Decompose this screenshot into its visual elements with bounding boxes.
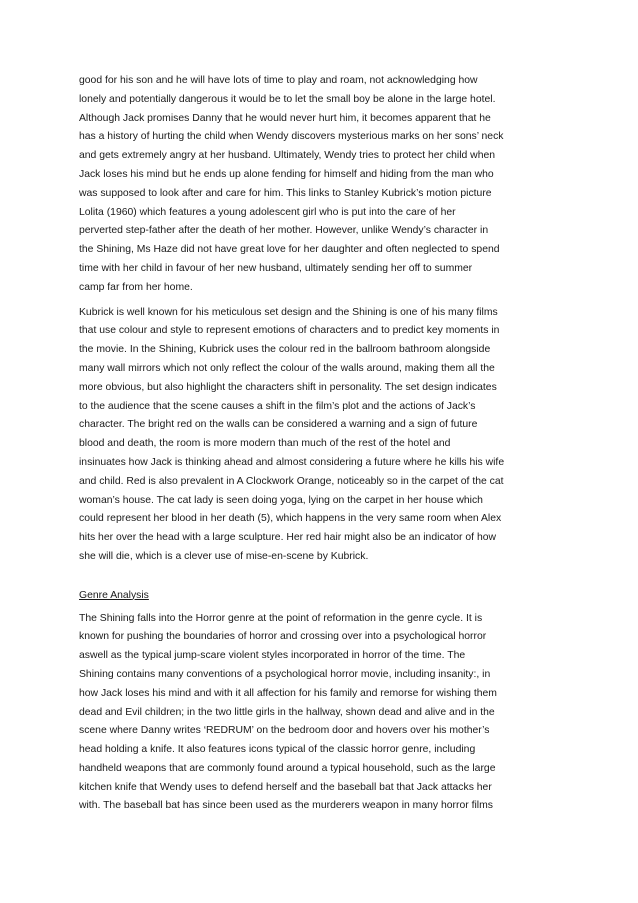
text-line: the movie. In the Shining, Kubrick uses the colour red in the ballroom bathroom alongside [79,344,491,356]
text-line: more obvious, but also highlight the characters shift in personality. The set design indicates [79,381,497,393]
text-line: aswell as the typical jump-scare violent styles incorporated in horror of the time. The [79,650,466,662]
text-line: Kubrick is well known for his meticulous set design and the Shining is one of his many films [79,306,498,318]
text-line: that use colour and style to represent emotions of characters and to predict key moments in [79,325,500,337]
text-line: head holding a knife. It also features icons typical of the classic horror genre, including [79,744,476,756]
text-line: Although Jack promises Danny that he would never hurt him, it becomes apparent that he [79,112,491,124]
text-line: good for his son and he will have lots of time to play and roam, not acknowledging how [79,75,478,86]
paragraph-3 [79,610,565,817]
text-line: blood and death, the room is more modern than much of the rest of the hotel and [79,438,451,450]
text-line: has a history of hurting the child when Wendy discovers mysterious marks on her sons’ neck [79,131,504,143]
text-line: lonely and potentially dangerous it would be to let the small boy be alone in the large hotel. [79,93,496,105]
text-line: perverted step-father after the death of her mother. However, unlike Wendy’s character in [79,225,489,237]
text-line: and gets extremely angry at her husband. Ultimately, Wendy tries to protect her child when [79,150,496,162]
text-line: dead and Evil children; in the two little girls in the hallway, shown dead and alive and in the [79,706,495,718]
text-line: how Jack loses his mind and with it all affection for his family and remorse for wishing them [79,687,497,699]
text-line: and child. Red is also prevalent in A Clockwork Orange, noticeably so in the carpet of the cat [79,475,504,487]
text-line: camp far from her home. [79,281,193,293]
text-line: insinuates how Jack is thinking ahead and almost considering a future where he kills his wife [79,456,505,468]
text-line: woman’s house. The cat lady is seen doing yoga, lying on the carpet in her house which [79,494,483,506]
text-line: time with her child in favour of her new husband, ultimately sending her off to summer [79,262,473,274]
text-line: kitchen knife that Wendy uses to defend herself and the baseball bat that Jack attacks her [79,781,492,793]
text-line: could represent her blood in her death (5), which happens in the very same room when Alex [79,513,502,525]
text-line: Shining contains many conventions of a psychological horror movie, including insanity:, in [79,668,491,680]
text-line: scene where Danny writes ‘REDRUM’ on the bedroom door and hovers over his mother’s [79,725,490,737]
text-line: known for pushing the boundaries of horror and crossing over into a psychological horror [79,631,487,643]
text-line: was supposed to look after and care for him. This links to Stanley Kubrick’s motion picture [79,187,492,199]
text-line: with. The baseball bat has since been used as the murderers weapon in many horror films [79,800,493,812]
text-line: handheld weapons that are commonly found around a typical household, such as the large [79,762,496,774]
text-line: hits her over the head with a large sculpture. Her red hair might also be an indicator of how [79,532,497,544]
text-line: the Shining, Ms Haze did not have great love for her daughter and often neglected to spend [79,244,500,256]
document-body [79,72,565,822]
text-line: Lolita (1960) which features a young adolescent girl who is put into the care of her [79,206,456,218]
text-line: many wall mirrors which not only reflect the colour of the walls around, making them all the [79,362,495,374]
text-line: The Shining falls into the Horror genre at the point of reformation in the genre cycle. It is [79,612,483,624]
paragraph-1 [79,72,565,298]
text-line: Jack loses his mind but he ends up alone fending for himself and hiding from the man who [79,168,494,180]
section-heading: Genre Analysis [79,589,149,601]
text-line: to the audience that the scene causes a shift in the film’s plot and the actions of Jack’s [79,400,476,412]
text-line: character. The bright red on the walls can be considered a warning and a sign of future [79,419,478,431]
paragraph-2 [79,304,565,567]
text-line: she will die, which is a clever use of mise-en-scene by Kubrick. [79,550,369,562]
